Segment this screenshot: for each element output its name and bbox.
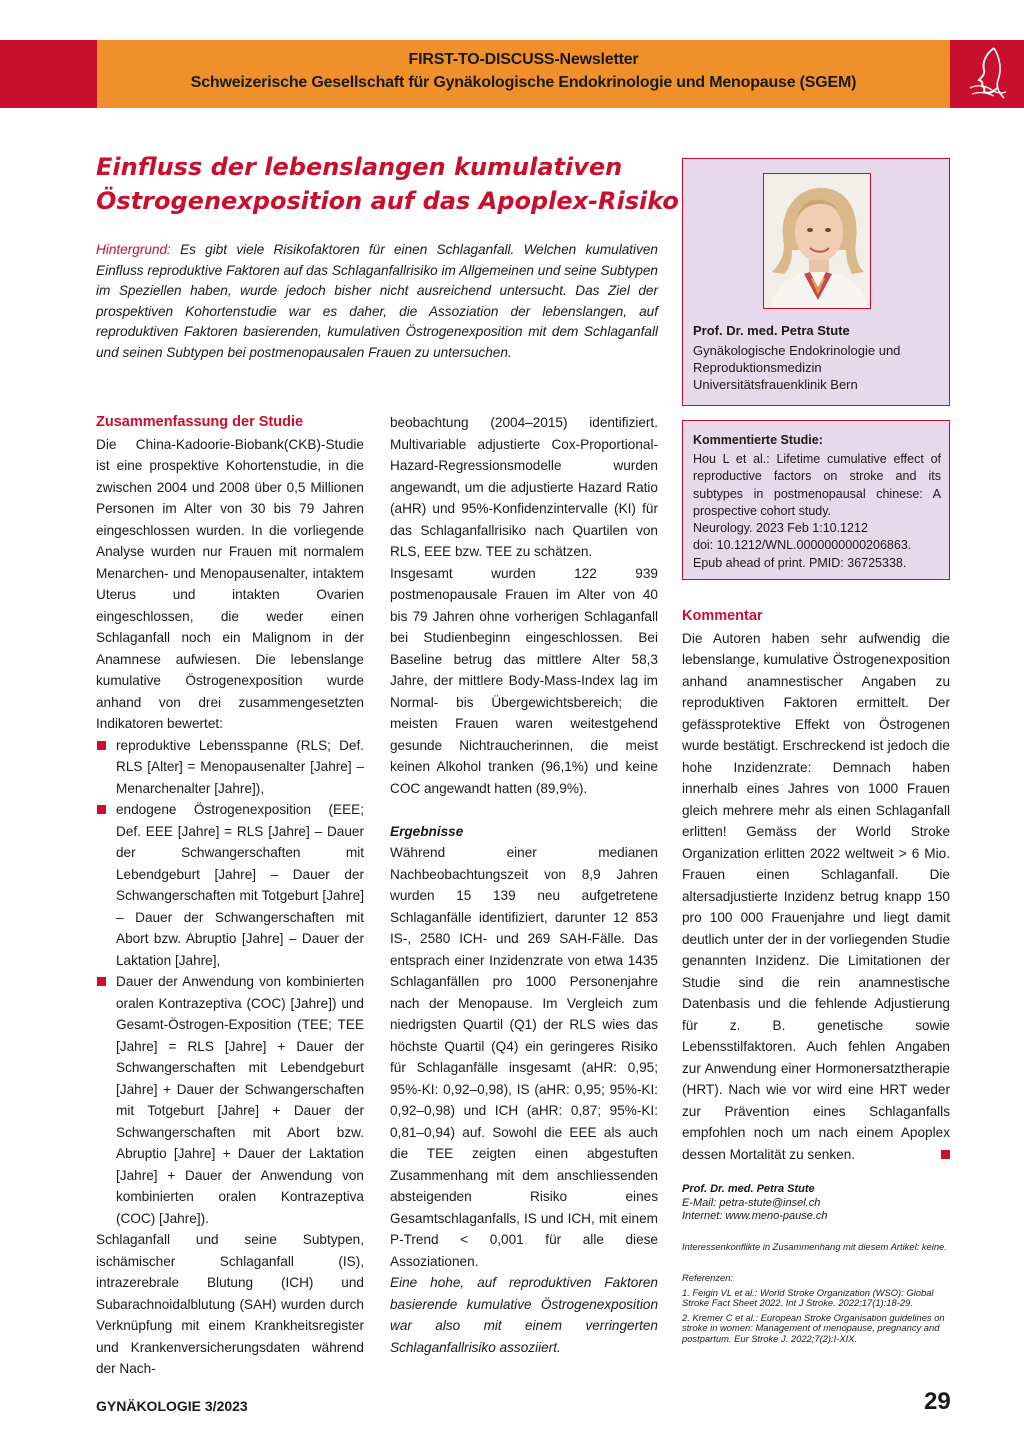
intro-text: Es gibt viele Risikofaktoren für einen Schlaganfall. Welchen kumulativen Einfluss reproduktive Faktoren auf das Schlaganfallrisiko im Allgemeinen und seine Subtypen im Speziellen haben, wurde jedoch bisher nicht ausreichend untersucht. Das Ziel der prospektiven Kohortenstudie war es daher, die Assoziation der lebenslangen, auf reproduktiven Faktoren basierenden, kumulativen Östrogenexposition mit dem Schlaganfall und seinen Subtypen bei postmenopausalen Frauen zu untersuchen. [96, 242, 658, 360]
author-department: Gynäkologische Endokrinologie und [693, 343, 901, 358]
study-box-heading: Kommentierte Studie: [693, 433, 823, 447]
list-item: Dauer der Anwendung von kombinierten oralen Kontrazeptiva (COC) [Jahre]) und Gesamt-Östrogen-Exposition (TEE; TEE [Jahre] = RLS [Jahre] + Dauer der Schwangerschaften mit Lebendgeburt [Jahre] + Dauer der Schwangerschaften mit Totgeburt [Jahre] + Dauer der Schwangerschaften mit Abort bzw. Abruptio [Jahre] + Dauer der Laktation [Jahre] + Dauer der Anwendung von kombinierten oralen Kontrazeptiva (COC) [Jahre]). [96, 971, 364, 1229]
reference-item: 1. Feigin VL et al.: World Stroke Organization (WSO): Global Stroke Fact Sheet 2022. Int J Stroke. 2022;17(1):18-29. [682, 1286, 934, 1309]
list-item: endogene Östrogenexposition (EEE; Def. EEE [Jahre] = RLS [Jahre] – Dauer der Schwangerschaften mit Lebendgeburt [Jahre] – Dauer der Schwangerschaften mit Totgeburt [Jahre] – Dauer der Schwangerschaften mit Abort bzw. Abruptio [Jahre] – Dauer der Laktation [Jahre], [96, 799, 364, 971]
list-item: reproduktive Lebensspanne (RLS; Def. RLS [Alter] = Menopausenalter [Jahre] – Menarchenalter [Jahre]), [96, 735, 364, 800]
cohort-paragraph: Insgesamt wurden 122 939 postmenopausale Frauen im Alter von 40 bis 79 Jahren ohne vorherigen Schlaganfall bei Studienbeginn eingeschlossen. Bei Baseline betrug das mittlere Alter 58,3 Jahre, der mittlere Body-Mass-Index lag im Normal- bis Übergewichtsbereich; die meisten Frauen waren weitestgehend gesunde Nichtraucherinnen, die meist keinen Alkohol tranken (96,1%) und keine COC angewandt hatten (89,9%). [390, 565, 658, 796]
comment-paragraph: Die Autoren haben sehr aufwendig die lebenslange, kumulative Östrogenexposition anhand anamnestischer Angaben zu reproduktiven Faktoren ermittelt. Der gefässprotektive Effekt von Östrogenen wurde bestätigt. Erschreckend ist jedoch die hohe Inzidenzrate: Demnach haben innerhalb eines Jahres von 1000 Frauen gleich mehrere mehr als einen Schlaganfall erlitten! Gemäss der World Stroke Organization erlitten 2022 weltweit > 6 Mio. Frauen einen Schlaganfall. Die altersadjustierte Inzidenz betrug knapp 150 pro 100 000 Frauenjahre und liegt damit deutlich unter der in der vorliegenden Studie genannten Inzidenz. Die Limitationen der Studie sind die rein anamnestische Datenbasis und die fehlende Adjustierung für z. B. genetische sowie Lebensstilfaktoren. Auch fehlen Angaben zur Anwendung einer Hormonersatztherapie (HRT). Nach wie vor wird eine HRT weder zur Prävention eines Schlaganfalls empfohlen noch um nach einem Apoplex dessen Mortalität zu senken. [682, 630, 950, 1162]
references [682, 1273, 950, 1345]
end-mark-icon [941, 1150, 950, 1159]
section-heading-summary: Zusammenfassung der Studie [96, 414, 304, 430]
page-number: 29 [924, 1388, 951, 1415]
bullet-square-icon [97, 741, 106, 750]
article-intro [96, 240, 658, 363]
sgem-logo-icon [964, 44, 1012, 104]
references-label: Referenzen: [682, 1272, 734, 1283]
author-institution: Universitätsfrauenklinik Bern [693, 377, 858, 392]
column-1 [96, 412, 364, 1380]
methods-paragraph: beobachtung (2004–2015) identifiziert. Multivariable adjustierte Cox-Proportional-Hazard-Regressionsmodelle wurden angewandt, um die adjustierte Hazard Ratio (aHR) und 95%-Konfidenzintervalle (KI) für das Schlaganfallrisiko nach Quartilen von RLS, EEE bzw. TEE zu schätzen. [390, 415, 658, 559]
conclusion-paragraph: Eine hohe, auf reproduktiven Faktoren basierende kumulative Östrogenexposition war also mit einem verringerten Schlaganfallrisiko assoziiert. [390, 1275, 658, 1355]
section-heading-comment: Kommentar [682, 608, 763, 624]
signature-website: Internet: www.meno-pause.ch [682, 1210, 828, 1222]
summary-paragraph: Schlaganfall und seine Subtypen, ischämischer Schlaganfall (IS), intrazerebrale Blutung (ICH) und Subarachnoidalblutung (SAH) wurden durch Verknüpfung mit einem Krankheitsregister und Krankenversicherungsdaten während der Nach- [96, 1232, 364, 1376]
author-photo [763, 173, 871, 309]
intro-label: Hintergrund: [96, 242, 171, 257]
journal-issue: GYNÄKOLOGIE 3/2023 [96, 1398, 248, 1414]
bullet-square-icon [97, 977, 106, 986]
study-citation: Hou L et al.: Lifetime cumulative effect of reproductive factors on stroke and its subtypes in postmenopausal chinese: A prospective cohort study. Neurology. 2023 Feb 1:10.1212 doi: 10.1212/WNL.0000000000206863. Epub ahead of print. PMID: 36725338. [693, 452, 941, 570]
header-band-left [0, 40, 97, 108]
author-name: Prof. Dr. med. Petra Stute [693, 323, 850, 338]
society-name: Schweizerische Gesellschaft für Gynäkologische Endokrinologie und Menopause (SGEM) [190, 74, 857, 91]
signature [682, 1183, 950, 1224]
portrait-image [764, 174, 871, 309]
newsletter-title: FIRST-TO-DISCUSS-Newsletter [408, 51, 639, 68]
signature-name: Prof. Dr. med. Petra Stute [682, 1183, 815, 1195]
author-box [682, 158, 950, 406]
conflict-of-interest: Interessenkonflikte in Zusammenhang mit diesem Artikel: keine. [682, 1241, 947, 1252]
author-department-2: Reproduktionsmedizin [693, 360, 822, 375]
column-3 [682, 606, 950, 1165]
section-heading-results: Ergebnisse [390, 823, 464, 839]
article-title: Einfluss der lebenslangen kumulativen Östrogenexposition auf das Apoplex-Risiko [96, 153, 679, 215]
reference-item: 2. Kremer C et al.: European Stroke Organisation guidelines on stroke in women: Management of menopause, pregnancy and postpartum. Eur Stroke J. 2022;7(2):I-XIX. [682, 1311, 945, 1344]
study-box [682, 420, 950, 580]
bullet-square-icon [97, 805, 106, 814]
signature-email: E-Mail: petra-stute@insel.ch [682, 1196, 821, 1209]
results-paragraph: Während einer medianen Nachbeobachtungszeit von 8,9 Jahren wurden 15 139 neu aufgetretene Schlaganfälle identifiziert, darunter 12 853 IS-, 2580 ICH- und 269 SAH-Fälle. Das entsprach einer Inzidenzrate von etwa 1435 Schlaganfällen pro 1000 Personenjahre nach der Menopause. Im Vergleich zum niedrigsten Quartil (Q1) der RLS wies das höchste Quartil (Q4) ein geringeres Risiko für Schlaganfälle insgesamt (aHR: 0,95; 95%-KI: 0,92–0,98), IS (aHR: 0,95; 95%-KI: 0,92–0,98) und ICH (aHR: 0,87; 95%-KI: 0,81–0,94) auf. Sowohl die EEE als auch die TEE zeigten einen abgestuften Zusammenhang mit dem anschliessenden absteigenden Risiko eines Gesamtschlaganfalls, IS und ICH, mit einem P-Trend < 0,001 für alle diese Assoziationen. [390, 845, 658, 1269]
column-2 [390, 412, 658, 1358]
summary-paragraph: Die China-Kadoorie-Biobank(CKB)-Studie ist eine prospektive Kohortenstudie, in die zwischen 2004 und 2008 über 0,5 Millionen Personen im Alter von 30 bis 79 Jahren eingeschlossen wurden. In die vorliegende Analyse wurden nur Frauen mit normalem Menarchen- und Menopausenalter, intaktem Uterus und intakten Ovarien eingeschlossen, die weder einen Schlaganfall noch ein Malignom in der Anamnese aufwiesen. Die lebenslange kumulative Östrogenexposition wurde anhand von drei zusammengesetzten Indikatoren bewertet: [96, 436, 364, 731]
